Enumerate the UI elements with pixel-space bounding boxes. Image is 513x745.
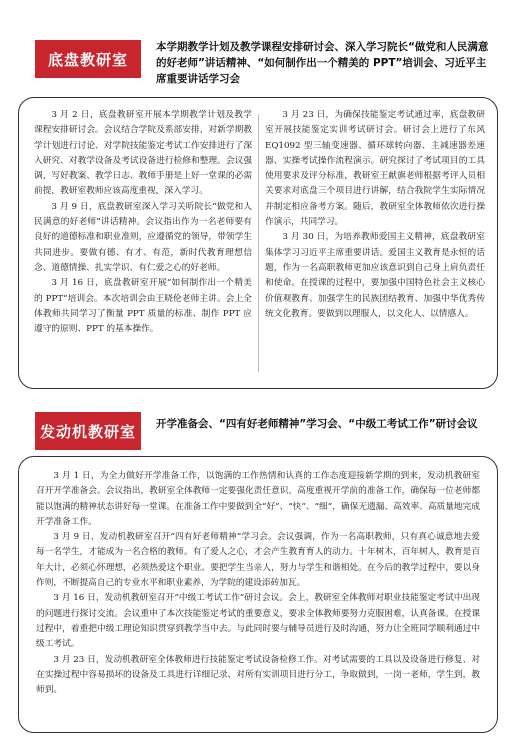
article-column-left	[34, 108, 252, 337]
column-divider	[258, 114, 259, 372]
paragraph: 3 月 23 日，为确保技能鉴定考试通过率，底盘教研室开展技能鉴定实训考试研讨会。研讨会上进行了东风 EQ1092 型三轴变速器、循环球转向器、主减速器差速器、实操考试操作流程演示。研究探讨了考试项目的工具使用要求及评分标准，教研室王献旗老师根据考评人员相关要求对底盘三个项目进行讲解，结合我院学生实际情况并制定相应备考方案。随后，教研室全体教师依次进行操作演示，共同学习。	[265, 110, 485, 228]
paragraph: 3 月 2 日，底盘教研室开展本学期教学计划及教学课程安排研讨会。会议结合学院及系部安排，对新学期教学计划进行讨论、对学院技能鉴定考试工作安排进行了深入研究、对教学设备及考试设备进行检修和整理。会议强调，写好教案、教学日志、教师手册是上好一堂课的必需前提，教研室教师应该高度重视，深入学习。	[34, 110, 252, 197]
paragraph: 3 月 16 日，底盘教研室开展“如何制作出一个精美的 PPT”培训会。本次培训会由王晓伦老师主讲。会上全体教师共同学习了衡量 PPT 质量的标准、制作 PPT 应遵守的原则、PPT 的基本操作。	[34, 278, 252, 335]
section-title-engine: 开学准备会、“四有好老师精神”学习会、“中级工考试工作”研讨会议	[156, 418, 478, 430]
article-box-chassis	[18, 97, 498, 389]
paragraph: 3 月 9 日，发动机教研室召开“四有好老师精神”学习会。会议强调，作为一名高职教师，只有真心诚意地去爱每一名学生，才能成为一名合格的教师。有了爱人之心，才会产生教育育人的动力。十年树木，百年树人，教育是百年大计，必须心怀理想，必须热爱这个职业。要把学生当亲人，努力与学生和谐相处。在今后的教学过程中，要以身作则，不断提高自己的专业水平和职业素养，为学院的建设添砖加瓦。	[36, 532, 480, 589]
article-body	[36, 469, 480, 698]
paragraph: 3 月 30 日，为培养教师爱国主义精神，底盘教研室集体学习习近平主席重要讲话。爱国主义教育是永恒的话题，作为一名高职教师更加应该意识到自己身上肩负责任和使命。在授课的过程中，要加强中国特色社会主义核心价值观教育、加强学生的民族团结教育、加强中华优秀传统文化教育。要做到以理服人，以文化人、以情感人。	[265, 232, 485, 319]
paragraph: 3 月 16 日，发动机教研室召开“中级工考试工作”研讨会议。会上，教研室全体教师对职业技能鉴定考试中出现的问题进行探讨交流。会议重申了本次技能鉴定考试的重要意义，要求全体教师要努力克服困难，认真备课。在授课过程中，着重把中级工理论知识贯穿到教学当中去。与此同时要与辅导员进行及时沟通，努力让全班同学顺利通过中级工考试。	[36, 593, 480, 650]
paragraph: 3 月 23 日，发动机教研室全体教师进行技能鉴定考试设备检修工作。对考试需要的工具以及设备进行修复、对在实操过程中容易损坏的设备及工具进行详细记录、对所有实训项目进行分工，争取做到，一岗一老师，学生到，教师到。	[36, 654, 480, 696]
paragraph: 3 月 9 日，底盘教研室深入学习关昕院长“做党和人民满意的好老师”讲话精神。会议指出作为一名老师要有良好的道德标准和职业准则，应遵循党的领导，带领学生共同进步。要做有德、有才、有范，新时代教育理想信念、道德情操、扎实学识、有仁爱之心的好老师。	[34, 201, 252, 273]
article-box-engine	[18, 456, 498, 733]
section-title-chassis: 本学期教学计划及教学课程安排研讨会、深入学习院长“做党和人民满意的好老师”讲话精神、“如何制作出一个精美的 PPT”培训会、习近平主席重要讲话学习会	[156, 41, 489, 85]
section-badge-chassis: 底盘教研室	[35, 40, 141, 78]
paragraph: 3 月 1 日，为全力做好开学准备工作，以饱满的工作热情和认真的工作态度迎接新学期的到来，发动机教研室召开开学准备会。会议指出，教研室全体教师一定要强化责任意识，高度重视开学前的准备工作，确保每一位老师都能以饱满的精神状态讲好每一堂课。在准备工作中要做到全“好”、“快”、“细”，确保无遗漏、高效率、高质量地完成开学准备工作。	[36, 471, 480, 527]
section-badge-engine: 发动机教研室	[35, 412, 141, 450]
article-column-right	[265, 108, 485, 322]
